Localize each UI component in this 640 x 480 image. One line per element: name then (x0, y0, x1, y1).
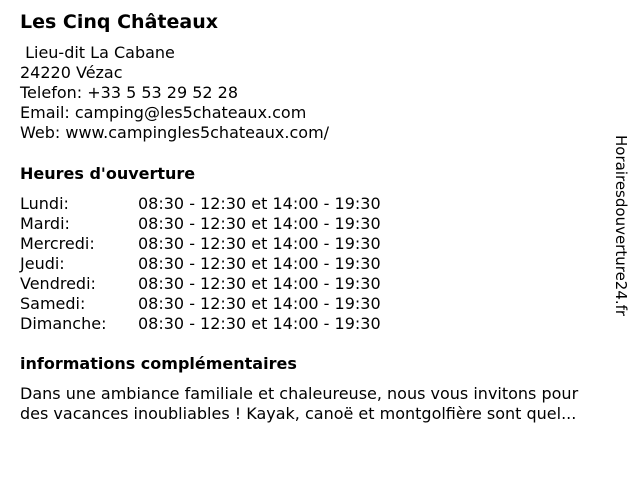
address-street: Lieu-dit La Cabane (20, 43, 175, 62)
phone-number[interactable]: Telefon: +33 5 53 29 52 28 (20, 83, 239, 102)
info-line: Dans une ambiance familiale et chaleureuse, nous vous invitons pour (20, 384, 579, 403)
hours-row-thursday (20, 254, 381, 274)
business-name: Les Cinq Châteaux (20, 11, 218, 33)
day-hours: 08:30 - 12:30 et 14:00 - 19:30 (138, 254, 381, 273)
hours-row-saturday (20, 294, 381, 314)
opening-hours-table (20, 194, 381, 334)
opening-hours-heading: Heures d'ouverture (20, 164, 196, 183)
address-city: 24220 Vézac (20, 63, 123, 82)
hours-row-friday (20, 274, 381, 294)
contact-block (20, 43, 329, 143)
day-hours: 08:30 - 12:30 et 14:00 - 19:30 (138, 234, 381, 253)
day-label: Mardi: (20, 214, 70, 233)
day-hours: 08:30 - 12:30 et 14:00 - 19:30 (138, 194, 381, 213)
website-link[interactable]: Web: www.campingles5chateaux.com/ (20, 123, 330, 142)
day-label: Samedi: (20, 294, 86, 313)
hours-row-monday (20, 194, 381, 214)
email-address[interactable]: Email: camping@les5chateaux.com (20, 103, 307, 122)
day-label: Mercredi: (20, 234, 95, 253)
day-label: Jeudi: (20, 254, 65, 273)
hours-row-wednesday (20, 234, 381, 254)
day-hours: 08:30 - 12:30 et 14:00 - 19:30 (138, 294, 381, 313)
day-label: Dimanche: (20, 314, 107, 333)
day-hours: 08:30 - 12:30 et 14:00 - 19:30 (138, 274, 381, 293)
day-hours: 08:30 - 12:30 et 14:00 - 19:30 (138, 314, 381, 333)
day-label: Lundi: (20, 194, 69, 213)
day-label: Vendredi: (20, 274, 96, 293)
additional-info-text (20, 384, 630, 424)
hours-row-sunday (20, 314, 381, 334)
info-line: des vacances inoubliables ! Kayak, canoë et montgolfière sont quel... (20, 404, 577, 423)
hours-row-tuesday (20, 214, 381, 234)
additional-info-heading: informations complémentaires (20, 354, 297, 373)
site-watermark: Horairesdouverture24.fr (612, 135, 630, 317)
day-hours: 08:30 - 12:30 et 14:00 - 19:30 (138, 214, 381, 233)
